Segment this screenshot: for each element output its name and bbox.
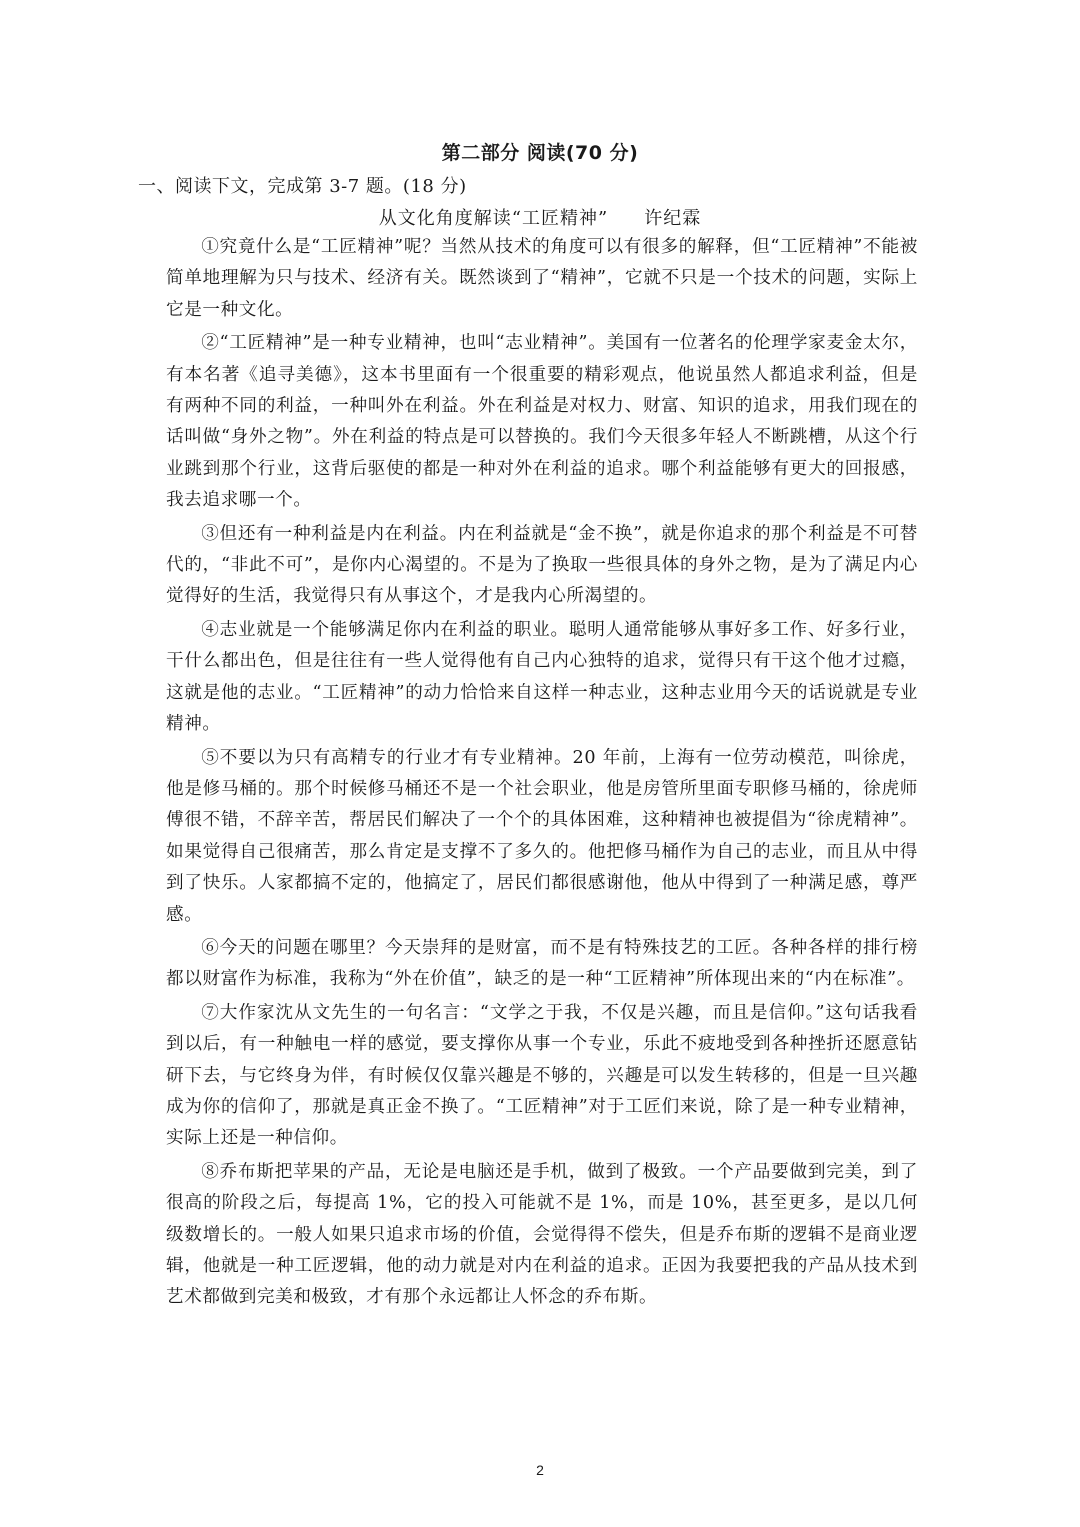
paragraph-8: ⑧乔布斯把苹果的产品，无论是电脑还是手机，做到了极致。一个产品要做到完美，到了很高的阶段之后，每提高 1%，它的投入可能就不是 1%，而是 10%，甚至更多，是以几何级数增长的。一般人如果只追求市场的价值，会觉得得不偿失，但是乔布斯的逻辑不是商业逻辑，他就是一种工匠逻辑，他的动力就是对内在利益的追求。正因为我要把我的产品从技术到艺术都做到完美和极致，才有那个永远都让人怀念的乔布斯。	[166, 1161, 918, 1308]
article-body	[166, 232, 918, 1316]
paragraph-3: ③但还有一种利益是内在利益。内在利益就是“金不换”，就是你追求的那个利益是不可替代的，“非此不可”，是你内心渴望的。不是为了换取一些很具体的身外之物，是为了满足内心觉得好的生活，我觉得只有从事这个，才是我内心所渴望的。	[166, 523, 918, 607]
article-title-line	[0, 204, 1080, 230]
paragraph-2: ②“工匠精神”是一种专业精神，也叫“志业精神”。美国有一位著名的伦理学家麦金太尔，有本名著《追寻美德》，这本书里面有一个很重要的精彩观点，他说虽然人都追求利益，但是有两种不同的利益，一种叫外在利益。外在利益是对权力、财富、知识的追求，用我们现在的话叫做“身外之物”。外在利益的特点是可以替换的。我们今天很多年轻人不断跳槽，从这个行业跳到那个行业，这背后驱使的都是一种对外在利益的追求。哪个利益能够有更大的回报感，我去追求哪一个。	[166, 333, 918, 511]
paragraph-6: ⑥今天的问题在哪里？今天崇拜的是财富，而不是有特殊技艺的工匠。各种各样的排行榜都以财富作为标准，我称为“外在价值”，缺乏的是一种“工匠精神”所体现出来的“内在标准”。	[166, 937, 918, 990]
page-number: 2	[536, 1462, 544, 1478]
article-author: 许纪霖	[644, 208, 702, 229]
paragraph-1: ①究竟什么是“工匠精神”呢？当然从技术的角度可以有很多的解释，但“工匠精神”不能被简单地理解为只与技术、经济有关。既然谈到了“精神”，它就不只是一个技术的问题，实际上它是一种文化。	[166, 237, 918, 320]
paragraph-7: ⑦大作家沈从文先生的一句名言：“文学之于我，不仅是兴趣，而且是信仰。”这句话我看到以后，有一种触电一样的感觉，要支撑你从事一个专业，乐此不疲地受到各种挫折还愿意钻研下去，与它终身为伴，有时候仅仅靠兴趣是不够的，兴趣是可以发生转移的，但是一旦兴趣成为你的信仰了，那就是真正金不换了。“工匠精神”对于工匠们来说，除了是一种专业精神，实际上还是一种信仰。	[166, 1002, 918, 1149]
article-title: 从文化角度解读“工匠精神”	[378, 208, 609, 229]
paragraph-4: ④志业就是一个能够满足你内在利益的职业。聪明人通常能够从事好多工作、好多行业，干什么都出色，但是往往有一些人觉得他有自己内心独特的追求，觉得只有干这个他才过瘾，这就是他的志业。“工匠精神”的动力恰恰来自这样一种志业，这种志业用今天的话说就是专业精神。	[166, 619, 918, 735]
part-title: 第二部分 阅读(70 分)	[441, 142, 639, 164]
paragraph-5: ⑤不要以为只有高精专的行业才有专业精神。20 年前，上海有一位劳动模范，叫徐虎，他是修马桶的。那个时候修马桶还不是一个社会职业，他是房管所里面专职修马桶的，徐虎师傅很不错，不辞辛苦，帮居民们解决了一个个的具体困难，这种精神也被提倡为“徐虎精神”。如果觉得自己很痛苦，那么肯定是支撑不了多久的。他把修马桶作为自己的志业，而且从中得到了快乐。人家都搞不定的，他搞定了，居民们都很感谢他，他从中得到了一种满足感，尊严感。	[166, 747, 918, 925]
section-heading: 一、阅读下文，完成第 3-7 题。(18 分)	[138, 176, 467, 197]
